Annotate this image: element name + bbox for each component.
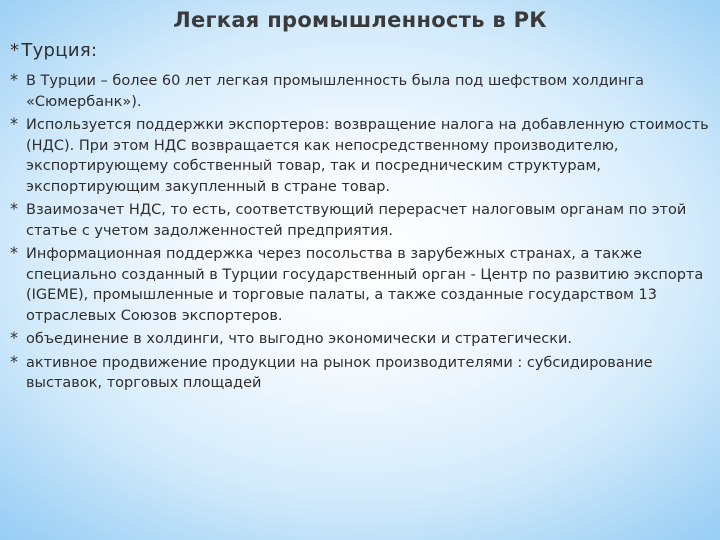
- bullet-text: активное продвижение продукции на рынок производителями : субсидирование выставок, торговых площадей: [26, 354, 653, 391]
- bullet-list: [10, 71, 710, 397]
- bullet-text: Взаимозачет НДС, то есть, соответствующий перерасчет налоговым органам по этой статье с учетом задолженностей предприятия.: [26, 202, 687, 239]
- bullet-star-icon: *: [10, 70, 18, 89]
- bullet-text: Информационная поддержка через посольства в зарубежных странах, а также специально созданный в Турции государственный орган - Центр по развитию экспорта (IGEME), промышленные и торговые палаты, а также созданные государством 13 отраслевых Союзов экспортеров.: [26, 246, 704, 324]
- bullet-star-icon: *: [10, 243, 18, 262]
- bullet-star-icon: *: [10, 351, 18, 371]
- bullet-item: [10, 329, 710, 350]
- bullet-item: [10, 244, 710, 326]
- bullet-text: В Турции – более 60 лет легкая промышленность была под шефством холдинга «Сюмербанк»).: [26, 73, 645, 110]
- bullet-star-icon: *: [10, 114, 18, 133]
- slide-title: Легкая промышленность в РК: [173, 8, 547, 32]
- section-heading: [10, 40, 97, 61]
- bullet-text: объединение в холдинги, что выгодно экономически и стратегически.: [26, 331, 573, 347]
- bullet-text: Используется поддержки экспортеров: возвращение налога на добавленную стоимость (НДС). При этом НДС возвращается как непосредственному производителю, экспортирующему собственный товар, так и посредническим структурам, экспортирующим закупленный в стране товар.: [26, 117, 709, 195]
- bullet-star-icon: *: [10, 199, 18, 218]
- bullet-item: [10, 71, 710, 112]
- bullet-item: [10, 115, 710, 197]
- bullet-star-icon: *: [10, 328, 18, 347]
- bullet-item: [10, 353, 710, 394]
- section-heading-label: Турция:: [21, 40, 98, 61]
- bullet-star-icon: *: [10, 40, 20, 61]
- bullet-item: [10, 200, 710, 241]
